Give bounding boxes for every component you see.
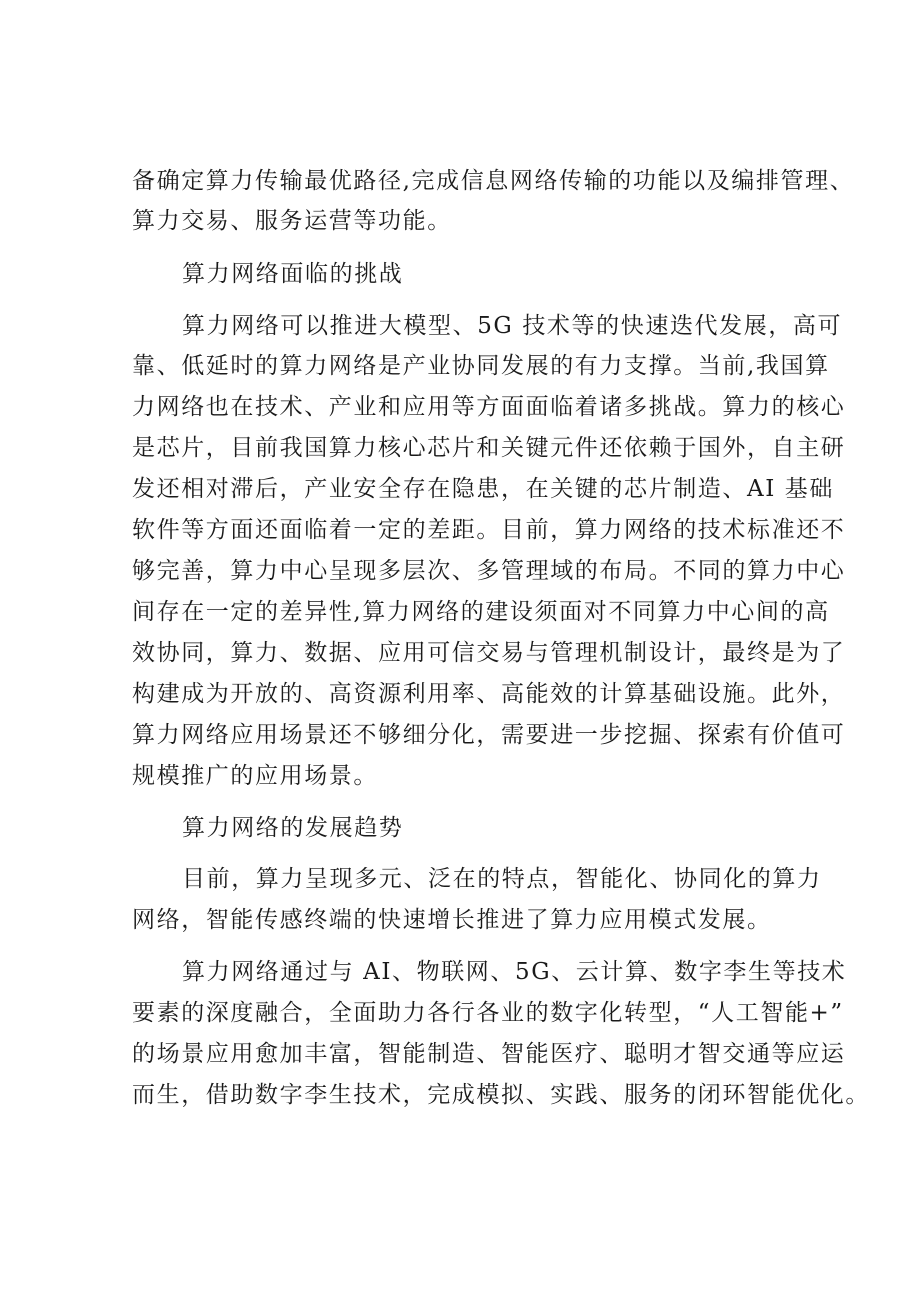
paragraph-line: 力网络也在技术、产业和应用等方面面临着诸多挑战。算力的核心: [132, 394, 846, 420]
paragraph-line: 是芯片，目前我国算力核心芯片和关键元件还依赖于国外，自主研: [132, 435, 846, 461]
paragraph-line: 的场景应用愈加丰富，智能制造、智能医疗、聪明才智交通等应运: [132, 1041, 846, 1067]
paragraph-line: 构建成为开放的、高资源利用率、高能效的计算基础设施。此外，: [132, 681, 846, 707]
paragraph-line: 算力网络可以推进大模型、5G 技术等的快速迭代发展，高可: [182, 313, 843, 339]
paragraph-line: 备确定算力传输最优路径,完成信息网络传输的功能以及编排管理、: [132, 168, 855, 194]
paragraph-line: 目前，算力呈现多元、泛在的特点，智能化、协同化的算力: [182, 866, 822, 892]
paragraph-line: 间存在一定的差异性,算力网络的建设须面对不同算力中心间的高: [132, 599, 830, 625]
paragraph-line: 够完善，算力中心呈现多层次、多管理域的布局。不同的算力中心: [132, 558, 846, 584]
paragraph-line: 算力网络通过与 AI、物联网、5G、云计算、数字李生等技术: [182, 959, 847, 985]
paragraph-line: 规模推广的应用场景。: [132, 763, 378, 789]
section-heading-challenges: 算力网络面临的挑战: [182, 261, 404, 287]
paragraph-line: 算力交易、服务运营等功能。: [132, 208, 452, 234]
section-heading-trends: 算力网络的发展趋势: [182, 815, 404, 841]
paragraph-line: 靠、低延时的算力网络是产业协同发展的有力支撑。当前,我国算: [132, 353, 830, 379]
paragraph-line: 网络，智能传感终端的快速增长推进了算力应用模式发展。: [132, 907, 772, 933]
paragraph-line: 发还相对滞后，产业安全存在隐患，在关键的芯片制造、AI 基础: [132, 476, 835, 502]
paragraph-line: 要素的深度融合，全面助力各行各业的数字化转型，“人工智能+”: [132, 1000, 844, 1026]
paragraph-line: 而生，借助数字李生技术，完成模拟、实践、服务的闭环智能优化。: [132, 1082, 870, 1108]
paragraph-line: 效协同，算力、数据、应用可信交易与管理机制设计，最终是为了: [132, 640, 846, 666]
paragraph-line: 算力网络应用场景还不够细分化，需要进一步挖掘、探索有价值可: [132, 722, 846, 748]
paragraph-line: 软件等方面还面临着一定的差距。目前，算力网络的技术标准还不: [132, 517, 846, 543]
